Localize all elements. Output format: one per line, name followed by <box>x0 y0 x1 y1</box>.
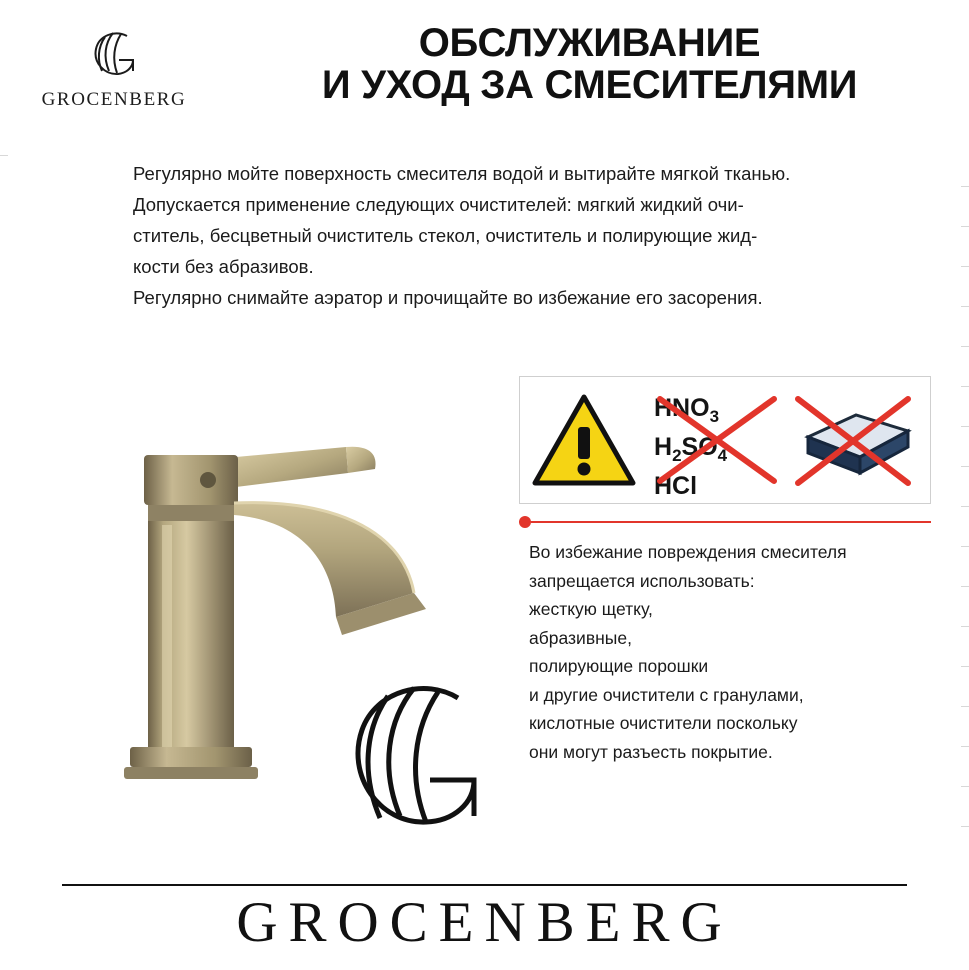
edge-tick <box>961 826 969 827</box>
edge-tick <box>961 746 969 747</box>
divider-rule <box>531 521 931 523</box>
intro-line-1: Регулярно мойте поверхность смесителя водой и вытирайте мягкой тканью. <box>133 163 791 184</box>
edge-tick <box>961 306 969 307</box>
footer-brand-name: GROCENBERG <box>236 891 733 954</box>
prohibited-substances-box <box>519 376 931 504</box>
warning-triangle-icon <box>520 385 648 495</box>
warning-line-2: запрещается использовать: <box>529 570 755 591</box>
edge-tick <box>961 666 969 667</box>
edge-tick <box>961 386 969 387</box>
warning-line-8: они могут разъесть покрытие. <box>529 741 773 762</box>
formula-hcl: HCl <box>654 472 698 500</box>
intro-line-2: Допускается применение следующих очистителей: мягкий жидкий очи- <box>133 194 744 215</box>
brand-block <box>0 19 228 111</box>
warning-line-5: полирующие порошки <box>529 656 709 676</box>
warning-line-7: кислотные очистители поскольку <box>529 713 798 733</box>
warning-line-4: абразивные, <box>529 627 632 648</box>
edge-tick <box>961 226 969 227</box>
edge-tick <box>961 466 969 467</box>
formula-h2so4: $H_2SO_4$ <box>654 433 728 465</box>
red-divider <box>519 516 931 528</box>
edge-tick <box>961 586 969 587</box>
edge-tick <box>961 706 969 707</box>
title-line-2: И УХОД ЗА СМЕСИТЕЛЯМИ <box>321 63 858 107</box>
edge-tick <box>961 786 969 787</box>
warning-line-6: и другие очистители с гранулами, <box>529 684 804 705</box>
intro-line-5: Регулярно снимайте аэратор и прочищайте во избежание его засорения. <box>133 287 763 308</box>
abrasive-sponge-group <box>788 385 918 495</box>
red-cross-icon-2 <box>788 385 918 495</box>
warning-line-1: Во избежание повреждения смесителя <box>529 542 847 562</box>
edge-tick <box>961 506 969 507</box>
edge-tick <box>0 155 8 156</box>
edge-tick <box>961 546 969 547</box>
page-title <box>228 23 969 106</box>
edge-tick <box>961 346 969 347</box>
warning-line-3: жесткую щетку, <box>529 599 653 619</box>
edge-tick <box>961 266 969 267</box>
divider-dot <box>519 516 531 528</box>
grocenberg-watermark-logo-icon <box>318 672 508 857</box>
edge-tick <box>961 626 969 627</box>
formula-hno3: $HNO_3$ <box>654 394 720 426</box>
title-line-1: ОБСЛУЖИВАНИЕ <box>418 21 761 66</box>
red-cross-icon <box>648 385 788 495</box>
intro-line-3: ститель, бесцветный очиститель стекол, очиститель и полирующие жид- <box>133 225 758 246</box>
edge-tick <box>961 426 969 427</box>
intro-line-4: кости без абразивов. <box>133 256 314 277</box>
warning-text-block <box>529 538 939 766</box>
intro-paragraph <box>133 158 933 313</box>
brand-name: GROCENBERG <box>41 89 187 110</box>
chemical-formulas-group <box>648 385 788 500</box>
grocenberg-leaf-logo-icon <box>83 27 145 85</box>
footer-divider <box>62 884 907 886</box>
header <box>0 0 969 130</box>
edge-tick <box>961 186 969 187</box>
